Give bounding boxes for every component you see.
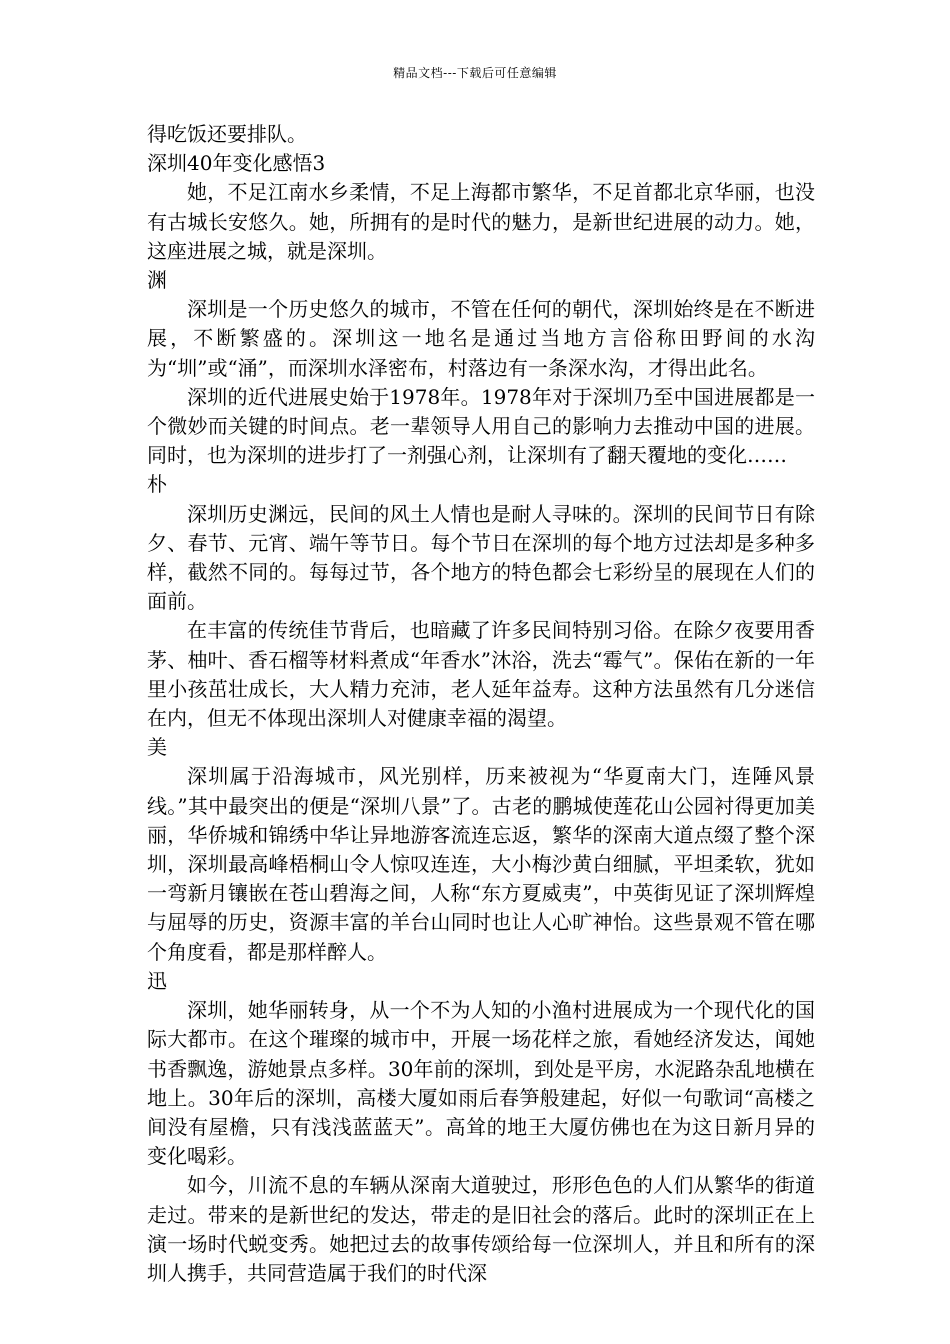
section-heading-pu: 朴 xyxy=(147,472,167,497)
page-header: 精品文档---下载后可任意编辑 xyxy=(393,66,557,80)
section-heading-xun: 迅 xyxy=(147,968,167,993)
paragraph: 深圳属于沿海城市，风光别样，历来被视为“华夏南大门，连陲风景线。”其中最突出的便是“深圳八景”了。古老的鹏城使莲花山公园衬得更加美丽，华侨城和锦绣中华让异地游客流连忘返，繁华的深南大道点缀了整个深圳，深圳最高峰梧桐山令人惊叹连连，大小梅沙黄白细腻，平坦柔软，犹如一弯新月镶嵌在苍山碧海之间，人称“东方夏威夷”，中英街见证了深圳辉煌与屈辱的历史，资源丰富的羊台山同时也让人心旷神怡。这些景观不管在哪个角度看，都是那样醉人。 xyxy=(147,764,815,964)
essay-title: 深圳40年变化感悟3 xyxy=(147,151,326,176)
paragraph: 在丰富的传统佳节背后，也暗藏了许多民间特别习俗。在除夕夜要用香茅、柚叶、香石榴等材料煮成“年香水”沐浴，洗去“霉气”。保佑在新的一年里小孩茁壮成长，大人精力充沛，老人延年益寿。这种方法虽然有几分迷信在内，但无不体现出深圳人对健康幸福的渴望。 xyxy=(147,618,815,731)
paragraph-continued: 得吃饭还要排队。 xyxy=(147,122,307,146)
paragraph: 如今，川流不息的车辆从深南大道驶过，形形色色的人们从繁华的街道走过。带来的是新世纪的发达，带走的是旧社会的落后。此时的深圳正在上演一场时代蜕变秀。她把过去的故事传颂给每一位深圳人，并且和所有的深圳人携手，共同营造属于我们的时代深 xyxy=(147,1173,815,1285)
paragraph: 深圳的近代进展史始于1978年。1978年对于深圳乃至中国进展都是一个微妙而关键的时间点。老一辈领导人用自己的影响力去推动中国的进展。同时，也为深圳的进步打了一剂强心剂，让深圳有了翻天覆地的变化…… xyxy=(147,384,815,468)
paragraph: 深圳是一个历史悠久的城市，不管在任何的朝代，深圳始终是在不断进展，不断繁盛的。深圳这一地名是通过当地方言俗称田野间的水沟为“圳”或“涌”，而深圳水泽密布，村落边有一条深水沟，才得出此名。 xyxy=(147,297,815,380)
document-body xyxy=(147,120,815,1288)
paragraph: 深圳，她华丽转身，从一个不为人知的小渔村进展成为一个现代化的国际大都市。在这个璀璨的城市中，开展一场花样之旅，看她经济发达，闻她书香飘逸，游她景点多样。30年前的深圳，到处是平房，水泥路杂乱地横在地上。30年后的深圳，高楼大厦如雨后春笋般建起，好似一句歌词“高楼之间没有屋檐，只有浅浅蓝蓝天”。高耸的地王大厦仿佛也在为这日新月异的变化喝彩。 xyxy=(147,998,815,1169)
paragraph-intro: 她，不足江南水乡柔情，不足上海都市繁华，不足首都北京华丽，也没有古城长安悠久。她，所拥有的是时代的魅力，是新世纪进展的动力。她，这座进展之城，就是深圳。 xyxy=(147,180,815,263)
section-heading-yuan: 渊 xyxy=(147,268,167,293)
paragraph: 深圳历史渊远，民间的风土人情也是耐人寻味的。深圳的民间节日有除夕、春节、元宵、端午等节日。每个节日在深圳的每个地方过法却是多种多样，截然不同的。每每过节，各个地方的特色都会七彩纷呈的展现在人们的面前。 xyxy=(147,501,815,614)
section-heading-mei: 美 xyxy=(147,735,167,760)
